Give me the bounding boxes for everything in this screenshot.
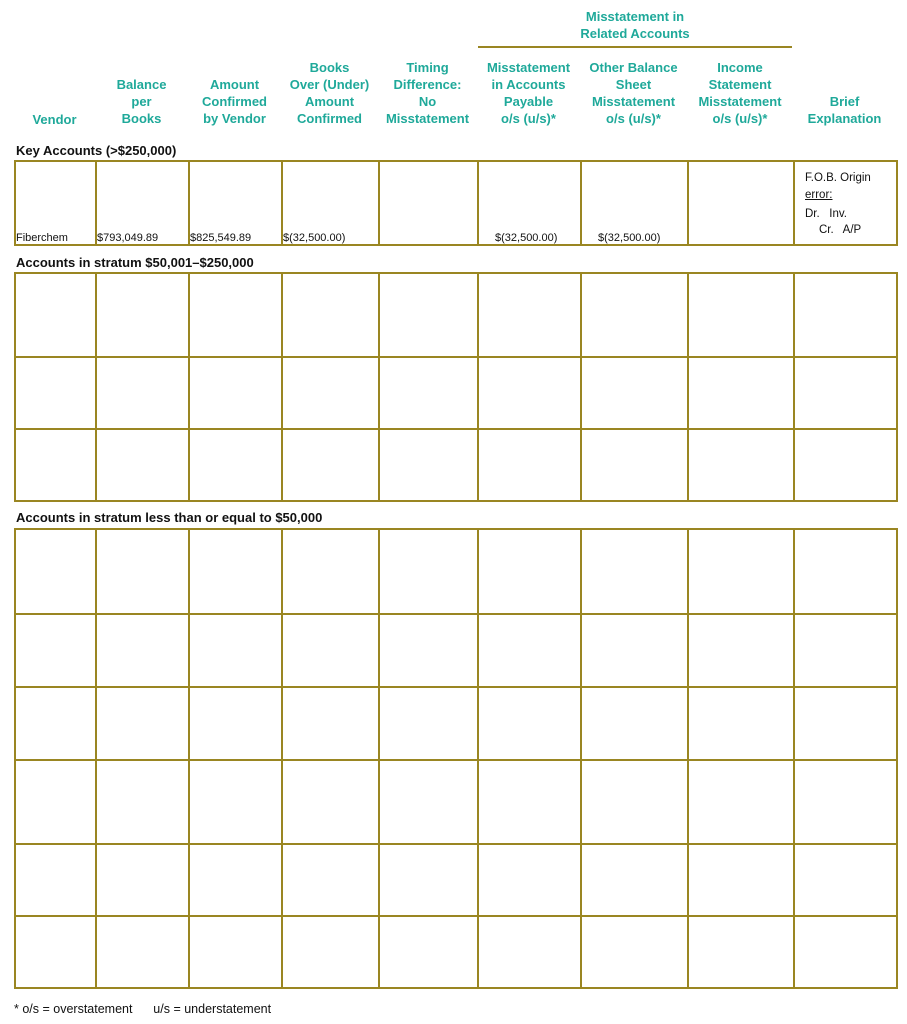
income-statement-cell bbox=[688, 161, 794, 245]
empty-cell bbox=[96, 529, 189, 614]
empty-cell bbox=[581, 529, 688, 614]
empty-cell bbox=[794, 760, 897, 844]
empty-cell bbox=[478, 273, 581, 357]
timing-difference-cell bbox=[379, 161, 478, 245]
group-title: Misstatement in Related Accounts bbox=[580, 9, 690, 41]
empty-cell bbox=[282, 760, 379, 844]
empty-cell bbox=[478, 916, 581, 988]
empty-cell bbox=[581, 429, 688, 501]
empty-cell bbox=[15, 273, 96, 357]
col-header-amount-confirmed: Amount Confirmed by Vendor bbox=[202, 77, 267, 126]
empty-cell bbox=[379, 760, 478, 844]
empty-cell bbox=[794, 614, 897, 687]
empty-cell bbox=[379, 357, 478, 429]
empty-cell bbox=[189, 273, 282, 357]
empty-cell bbox=[379, 429, 478, 501]
empty-cell bbox=[96, 844, 189, 916]
empty-cell bbox=[794, 844, 897, 916]
empty-cell bbox=[794, 916, 897, 988]
empty-cell bbox=[189, 529, 282, 614]
empty-cell bbox=[96, 614, 189, 687]
table-row bbox=[15, 357, 897, 429]
empty-cell bbox=[15, 357, 96, 429]
empty-cell bbox=[96, 916, 189, 988]
col-header-balance-per-books: Balance per Books bbox=[116, 77, 167, 126]
empty-cell bbox=[581, 273, 688, 357]
empty-cell bbox=[688, 760, 794, 844]
empty-cell bbox=[688, 614, 794, 687]
explanation-line: Cr. A/P bbox=[819, 224, 862, 236]
empty-cell bbox=[15, 844, 96, 916]
table-row bbox=[15, 916, 897, 988]
group-underline bbox=[478, 46, 792, 48]
empty-cell bbox=[282, 529, 379, 614]
empty-cell bbox=[15, 429, 96, 501]
empty-cell bbox=[189, 357, 282, 429]
empty-cell bbox=[96, 760, 189, 844]
empty-cell bbox=[794, 273, 897, 357]
balance-per-books-cell: $793,049.89 bbox=[96, 161, 189, 245]
empty-cell bbox=[478, 429, 581, 501]
empty-cell bbox=[794, 687, 897, 760]
col-header-books-over-under: Books Over (Under) Amount Confirmed bbox=[289, 60, 370, 126]
section-title-stratum-mid: Accounts in stratum $50,001–$250,000 bbox=[16, 255, 254, 270]
empty-cell bbox=[688, 357, 794, 429]
col-header-misstatement-ap: Misstatement in Accounts Payable o/s (u/s)* bbox=[486, 60, 571, 126]
empty-cell bbox=[581, 614, 688, 687]
col-header-brief-explanation: Brief Explanation bbox=[807, 94, 882, 126]
empty-cell bbox=[478, 614, 581, 687]
empty-cell bbox=[478, 687, 581, 760]
col-header-other-balance-sheet: Other Balance Sheet Misstatement o/s (u/s)* bbox=[589, 60, 678, 126]
explanation-line: error: bbox=[805, 189, 833, 201]
empty-cell bbox=[379, 614, 478, 687]
empty-cell bbox=[189, 760, 282, 844]
empty-cell bbox=[96, 429, 189, 501]
section-title-stratum-low: Accounts in stratum less than or equal to $50,000 bbox=[16, 510, 323, 525]
empty-cell bbox=[15, 760, 96, 844]
empty-cell bbox=[15, 529, 96, 614]
empty-cell bbox=[581, 844, 688, 916]
col-header-timing-difference: Timing Difference: No Misstatement bbox=[385, 60, 470, 126]
empty-cell bbox=[282, 916, 379, 988]
table-row bbox=[15, 429, 897, 501]
empty-cell bbox=[688, 687, 794, 760]
empty-cell bbox=[96, 357, 189, 429]
misstatement-ap-cell: $(32,500.00) bbox=[478, 161, 581, 245]
empty-cell bbox=[688, 916, 794, 988]
empty-cell bbox=[189, 614, 282, 687]
amount-confirmed-cell: $825,549.89 bbox=[189, 161, 282, 245]
empty-cell bbox=[581, 687, 688, 760]
empty-cell bbox=[581, 760, 688, 844]
col-header-vendor: Vendor bbox=[32, 112, 77, 127]
empty-cell bbox=[282, 844, 379, 916]
empty-cell bbox=[379, 273, 478, 357]
empty-cell bbox=[379, 916, 478, 988]
empty-cell bbox=[794, 429, 897, 501]
empty-cell bbox=[478, 844, 581, 916]
empty-cell bbox=[581, 916, 688, 988]
stratum-low-table bbox=[14, 528, 898, 989]
col-header-income-statement: Income Statement Misstatement o/s (u/s)* bbox=[698, 60, 782, 126]
empty-cell bbox=[96, 273, 189, 357]
empty-cell bbox=[478, 357, 581, 429]
empty-cell bbox=[189, 429, 282, 501]
empty-cell bbox=[478, 529, 581, 614]
table-row bbox=[15, 161, 897, 245]
empty-cell bbox=[282, 357, 379, 429]
empty-cell bbox=[282, 273, 379, 357]
explanation-line: F.O.B. Origin bbox=[805, 172, 871, 184]
table-row bbox=[15, 687, 897, 760]
table-row bbox=[15, 273, 897, 357]
empty-cell bbox=[688, 844, 794, 916]
other-balance-sheet-cell: $(32,500.00) bbox=[581, 161, 688, 245]
empty-cell bbox=[688, 529, 794, 614]
empty-cell bbox=[15, 916, 96, 988]
table-row bbox=[15, 760, 897, 844]
books-over-under-cell: $(32,500.00) bbox=[282, 161, 379, 245]
table-row bbox=[15, 614, 897, 687]
section-title-key-accounts: Key Accounts (>$250,000) bbox=[16, 143, 177, 158]
table-row bbox=[15, 844, 897, 916]
vendor-cell: Fiberchem bbox=[15, 161, 96, 245]
empty-cell bbox=[688, 429, 794, 501]
empty-cell bbox=[189, 844, 282, 916]
empty-cell bbox=[282, 687, 379, 760]
empty-cell bbox=[282, 429, 379, 501]
footnote: * o/s = overstatement u/s = understatement bbox=[14, 1002, 272, 1016]
table-row bbox=[15, 529, 897, 614]
empty-cell bbox=[688, 273, 794, 357]
stratum-mid-table bbox=[14, 272, 898, 502]
empty-cell bbox=[794, 529, 897, 614]
empty-cell bbox=[379, 844, 478, 916]
explanation-line: Dr. Inv. bbox=[805, 208, 847, 220]
empty-cell bbox=[794, 357, 897, 429]
empty-cell bbox=[189, 687, 282, 760]
empty-cell bbox=[581, 357, 688, 429]
empty-cell bbox=[96, 687, 189, 760]
empty-cell bbox=[15, 687, 96, 760]
empty-cell bbox=[379, 687, 478, 760]
empty-cell bbox=[189, 916, 282, 988]
brief-explanation-cell bbox=[794, 161, 897, 245]
empty-cell bbox=[478, 760, 581, 844]
key-accounts-table bbox=[14, 160, 898, 246]
empty-cell bbox=[282, 614, 379, 687]
empty-cell bbox=[379, 529, 478, 614]
empty-cell bbox=[15, 614, 96, 687]
